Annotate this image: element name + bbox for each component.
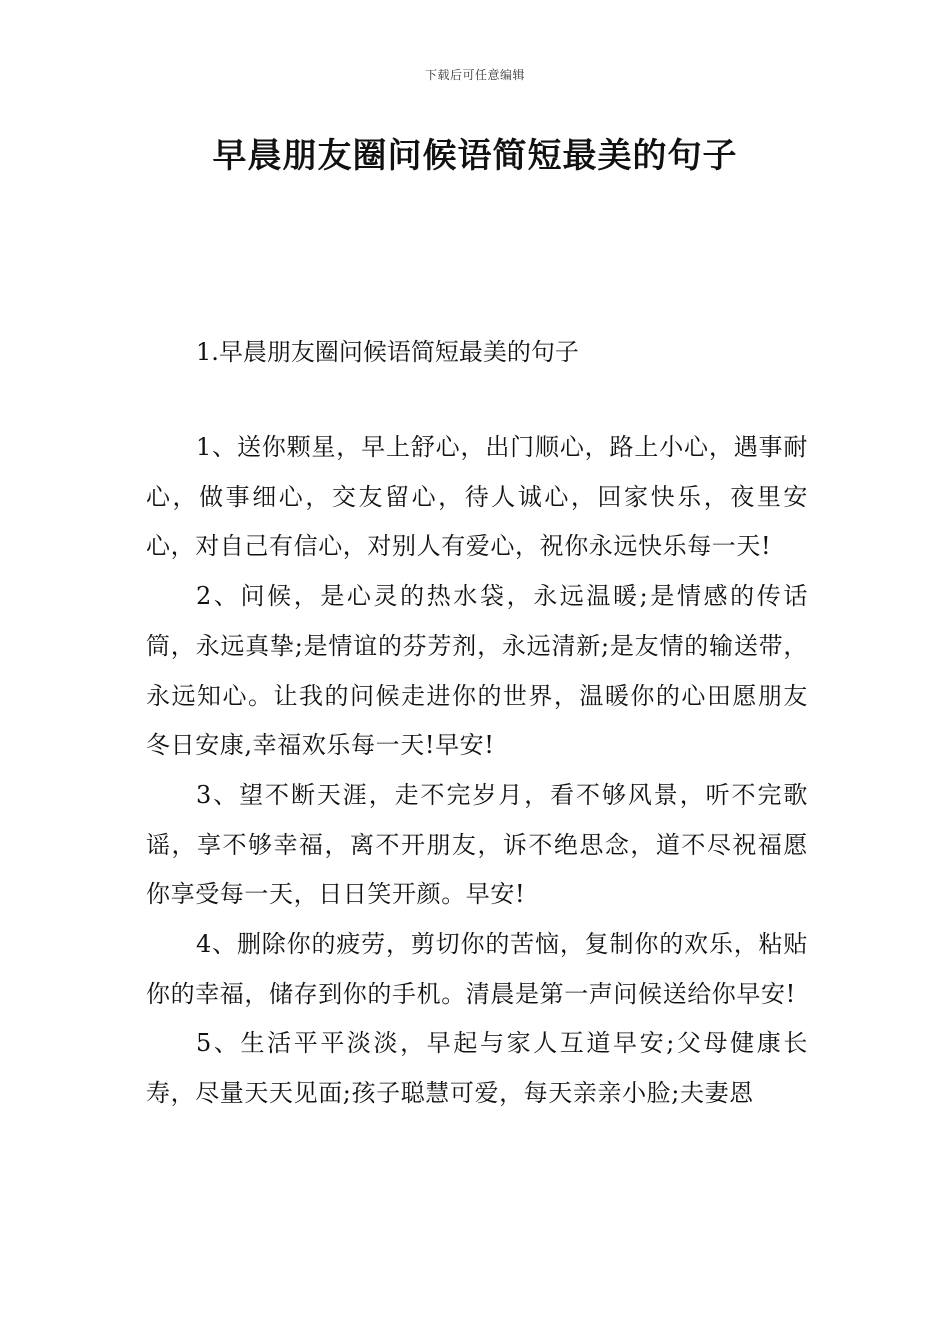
document-body bbox=[146, 423, 808, 1119]
paragraph-1: 1、送你颗星，早上舒心，出门顺心，路上小心，遇事耐心，做事细心，交友留心，待人诚心，回家快乐，夜里安心，对自己有信心，对别人有爱心，祝你永远快乐每一天! bbox=[146, 433, 808, 561]
document-title: 早晨朋友圈问候语简短最美的句子 bbox=[212, 136, 738, 176]
header-note: 下载后可任意编辑 bbox=[424, 68, 525, 82]
paragraph-4: 4、删除你的疲劳，剪切你的苦恼，复制你的欢乐，粘贴你的幸福，储存到你的手机。清晨是第一声问候送给你早安! bbox=[146, 930, 808, 1008]
paragraph-3: 3、望不断天涯，走不完岁月，看不够风景，听不完歌谣，享不够幸福，离不开朋友，诉不绝思念，道不尽祝福愿你享受每一天，日日笑开颜。早安! bbox=[146, 780, 808, 909]
paragraph-5: 5、生活平平淡淡，早起与家人互道早安;父母健康长寿，尽量天天见面;孩子聪慧可爱，每天亲亲小脸;夫妻恩 bbox=[146, 1029, 808, 1108]
section-heading: 1.早晨朋友圈问候语简短最美的句子 bbox=[196, 338, 579, 366]
paragraph-2: 2、问候，是心灵的热水袋，永远温暖;是情感的传话筒，永远真挚;是情谊的芬芳剂，永远清新;是友情的输送带，永远知心。让我的问候走进你的世界，温暖你的心田愿朋友冬日安康,幸福欢乐每一天!早安! bbox=[146, 582, 808, 760]
